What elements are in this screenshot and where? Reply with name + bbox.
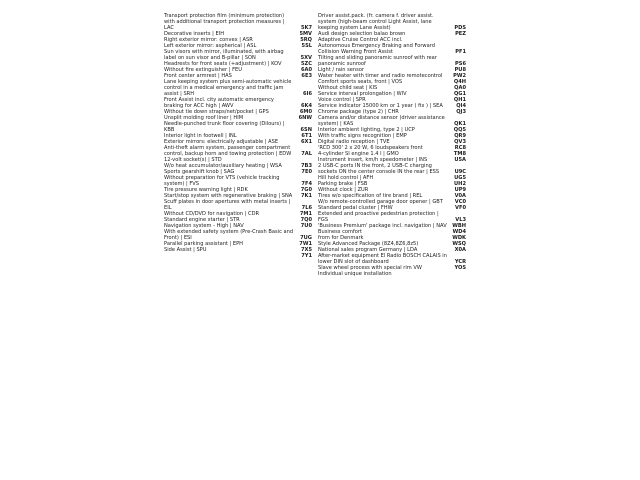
option-code: QV3 xyxy=(454,139,466,145)
option-code: 6K4 xyxy=(300,103,312,109)
option-code: 6I6 xyxy=(303,91,312,97)
option-code: WBH xyxy=(452,223,466,229)
option-code: 7U0 xyxy=(300,223,312,229)
equipment-description: Standard pedal cluster | FHW xyxy=(318,205,393,211)
equipment-row xyxy=(164,175,312,187)
option-code: PF1 xyxy=(455,49,466,55)
equipment-description: Scuff plates in door apertures with metal inserts | EIL xyxy=(164,199,291,211)
equipment-row xyxy=(164,253,312,259)
equipment-description: Hill hold control | AFH xyxy=(318,175,374,181)
equipment-description: Comfort sports seats, front | VOS xyxy=(318,79,403,85)
option-code: YCR xyxy=(454,259,466,265)
option-code: VF0 xyxy=(455,205,466,211)
equipment-description: With traffic signs recognition | EMP xyxy=(318,133,407,139)
option-code: WDK xyxy=(452,235,466,241)
equipment-description: Interior ambient lighting, type 2 | UCP xyxy=(318,127,415,133)
option-code: X0A xyxy=(454,247,466,253)
equipment-description: Navigation system - High | NAV xyxy=(164,223,244,229)
equipment-row xyxy=(164,229,312,241)
equipment-description: Without tie down straps/net/pocket | GPS xyxy=(164,109,269,115)
equipment-description: Start/stop system with regenerative braking | SNA xyxy=(164,193,293,199)
equipment-row xyxy=(164,13,312,31)
equipment-row xyxy=(318,211,466,223)
option-code: 5MV xyxy=(299,31,312,37)
option-code: 5SL xyxy=(301,43,312,49)
equipment-description: Service indicator 15000 km or 1 year ( fix ) | SEA xyxy=(318,103,443,109)
equipment-description: Without CD/DVD for navigation | CDR xyxy=(164,211,260,217)
equipment-row xyxy=(164,121,312,133)
equipment-description: Side Assist | SPU xyxy=(164,247,207,253)
equipment-description: Digital radio reception | TVE xyxy=(318,139,390,145)
equipment-row xyxy=(164,199,312,211)
equipment-description: W/o heat accumulator/auxiliary heating | WSA xyxy=(164,163,282,169)
equipment-description: Water heater with timer and radio remotecontrol xyxy=(318,73,443,79)
equipment-description: Without child seat | KIS xyxy=(318,85,378,91)
equipment-description: After-market equipment El Radio BOSCH CALAIS in lower DIN slot of dashboard xyxy=(318,253,447,265)
equipment-description: Without fire extinguisher | FEU xyxy=(164,67,242,73)
option-code: 7UG xyxy=(300,235,312,241)
equipment-description: Tires w/o specification of tire brand | REL xyxy=(318,193,423,199)
equipment-description: 12-volt socket(s) | STD xyxy=(164,157,222,163)
option-code: 7Q0 xyxy=(300,217,312,223)
equipment-description: Lane keeping system plus semi-automatic vehicle control in a medical emergency and traffic jam assist | SRH xyxy=(164,79,292,97)
option-code: 6M0 xyxy=(299,109,312,115)
equipment-description: Interior light in footwell | INL xyxy=(164,133,237,139)
equipment-row xyxy=(318,43,466,55)
option-code: QH1 xyxy=(453,97,466,103)
option-code: 5RQ xyxy=(300,37,312,43)
equipment-description: Front center armrest | HAS xyxy=(164,73,232,79)
option-code: 5XV xyxy=(300,55,312,61)
option-code: U9C xyxy=(454,169,466,175)
option-code: RC8 xyxy=(454,145,466,151)
equipment-row xyxy=(318,163,466,175)
equipment-description: Autonomous Emergency Braking and Forward Collision Warning Front Assist xyxy=(318,43,435,55)
option-code: VC0 xyxy=(454,199,466,205)
option-code: 6E3 xyxy=(301,73,312,79)
option-code: 7G0 xyxy=(300,187,312,193)
option-code: 7L6 xyxy=(301,205,312,211)
option-code: QA0 xyxy=(454,85,466,91)
equipment-description: Slave wheel process with special rim VW xyxy=(318,265,422,271)
equipment-description: Right exterior mirror: convex | ASR xyxy=(164,37,253,43)
option-code: YOS xyxy=(454,265,466,271)
equipment-row xyxy=(318,13,466,31)
equipment-description: Voice control | SPR xyxy=(318,97,366,103)
option-code: UG5 xyxy=(454,175,466,181)
equipment-row xyxy=(318,115,466,127)
equipment-description: Exterior mirrors: electrically adjustable | ASE xyxy=(164,139,279,145)
equipment-description: Audi design selection balao brown xyxy=(318,31,406,37)
equipment-description: Anti-theft alarm system, passenger compartment control, backup horn and towing protection | EDW xyxy=(164,145,292,157)
left-column xyxy=(164,13,312,259)
equipment-description: W/o remote-controlled garage door opener | GBT xyxy=(318,199,443,205)
option-code: 7K1 xyxy=(300,193,312,199)
equipment-description: Standard engine starter | STR xyxy=(164,217,240,223)
equipment-description: 'Business Premium' package incl. navigation | NAV xyxy=(318,223,447,229)
equipment-description: Unsplit molding roof liner | HIM xyxy=(164,115,244,121)
equipment-description: 'RCD 300' 2 x 20 W, 6 loudspeakers front xyxy=(318,145,423,151)
option-code: PU8 xyxy=(454,67,466,73)
option-code: PS6 xyxy=(455,61,466,67)
equipment-description: National sales program Germany | LDA xyxy=(318,247,418,253)
equipment-row xyxy=(318,271,466,277)
equipment-description: Instrument insert, km/h speedometer | INS xyxy=(318,157,428,163)
option-code: 6T1 xyxy=(301,133,312,139)
equipment-description: Tire pressure warning light | RDK xyxy=(164,187,248,193)
option-code: Q4H xyxy=(453,79,466,85)
option-code: 7B3 xyxy=(301,163,312,169)
option-code: 7AL xyxy=(301,151,312,157)
option-code: 7E0 xyxy=(301,169,312,175)
equipment-description: Decorative inserts | EIH xyxy=(164,31,225,37)
equipment-description: 2 USB-C ports IN the front, 2 USB-C charging sockets ON the center console IN the rear | ESS xyxy=(318,163,440,175)
equipment-description: Without preparation for VTS (vehicle tracking system) | FVS xyxy=(164,175,280,187)
equipment-description: Service interval prolongation | WIV xyxy=(318,91,407,97)
option-code: QR9 xyxy=(454,133,466,139)
equipment-description: Left exterior mirror: aspherical | ASL xyxy=(164,43,257,49)
option-code: QK1 xyxy=(454,121,466,127)
option-code: U5A xyxy=(454,157,466,163)
equipment-description: Tilting and sliding panoramic sunroof with rear panoramic sunroof xyxy=(318,55,437,67)
option-code: VL3 xyxy=(455,217,466,223)
option-code: 5K7 xyxy=(300,25,312,31)
option-code: 7X5 xyxy=(300,247,312,253)
equipment-description: Without clock | ZUR xyxy=(318,187,369,193)
option-code: 6NW xyxy=(298,115,312,121)
equipment-row xyxy=(164,145,312,157)
equipment-description: Camera and/or distance sensor (driver assistance system) | KAS xyxy=(318,115,445,127)
equipment-description: from for Denmark xyxy=(318,235,364,241)
option-code: 7W1 xyxy=(299,241,312,247)
equipment-description: Business comfort xyxy=(318,229,362,235)
option-code: QJ3 xyxy=(456,109,466,115)
equipment-row xyxy=(318,55,466,67)
equipment-row xyxy=(318,253,466,265)
option-code: 6X1 xyxy=(300,139,312,145)
option-code: 5ZC xyxy=(301,61,312,67)
equipment-description: Adaptive Cruise Control ACC incl. xyxy=(318,37,403,43)
option-code: PEZ xyxy=(455,31,466,37)
equipment-description: With extended safety system (Pre-Crash Basic and Front) | ESI xyxy=(164,229,294,241)
option-code: PDS xyxy=(454,25,466,31)
equipment-row xyxy=(164,79,312,97)
equipment-description: Front Assist incl. city automatic emergency braking for ACC high | AWV xyxy=(164,97,274,109)
option-code: 7Y1 xyxy=(301,253,312,259)
equipment-description: Chrome package (type 2) | CHR xyxy=(318,109,399,115)
equipment-description: 4-cylinder SI engine 1.4 l | GMO xyxy=(318,151,399,157)
equipment-description: Transport protection film (minimum protection) with additional transport protection measures | LAC xyxy=(164,13,285,31)
equipment-description: Extended and proactive pedestrian protection | FGS xyxy=(318,211,439,223)
equipment-description: Sports gearshift knob | SAG xyxy=(164,169,235,175)
option-code: 7M1 xyxy=(299,211,312,217)
equipment-description: Light / rain sensor xyxy=(318,67,365,73)
option-code: UH2 xyxy=(454,181,466,187)
option-code: TM8 xyxy=(453,151,466,157)
option-code: WSQ xyxy=(452,241,466,247)
equipment-description: Parking brake | FSB xyxy=(318,181,368,187)
option-code: WD4 xyxy=(452,229,466,235)
equipment-row xyxy=(164,49,312,61)
equipment-description: Sun visors with mirror, illuminated, with airbag label on sun visor and B-pillar | SON xyxy=(164,49,284,61)
option-code: 6SN xyxy=(300,127,312,133)
equipment-description: Parallel parking assistant | EPH xyxy=(164,241,243,247)
equipment-description: Headrests for front seats (+adjustment) | KOV xyxy=(164,61,282,67)
equipment-row xyxy=(164,97,312,109)
equipment-description: Individual unique installation xyxy=(318,271,392,277)
equipment-description: Style Advanced Package (8Z4,8Z6,8z5) xyxy=(318,241,419,247)
right-column xyxy=(318,13,466,277)
option-code: 7F4 xyxy=(301,181,312,187)
option-code: PW2 xyxy=(453,73,466,79)
option-code: 6A0 xyxy=(300,67,312,73)
option-code: QI4 xyxy=(456,103,466,109)
option-code: V0A xyxy=(454,193,466,199)
equipment-description: Needle-punched trunk floor covering (Dilours) | KBB xyxy=(164,121,285,133)
equipment-description: Driver assist.pack. (fr. camera f. driver assist. system (high-beam control Light Assist, lane keeping system Lane Assist) xyxy=(318,13,434,31)
option-code: QQ5 xyxy=(453,127,466,133)
option-code: UP9 xyxy=(454,187,466,193)
option-code: QG1 xyxy=(453,91,466,97)
